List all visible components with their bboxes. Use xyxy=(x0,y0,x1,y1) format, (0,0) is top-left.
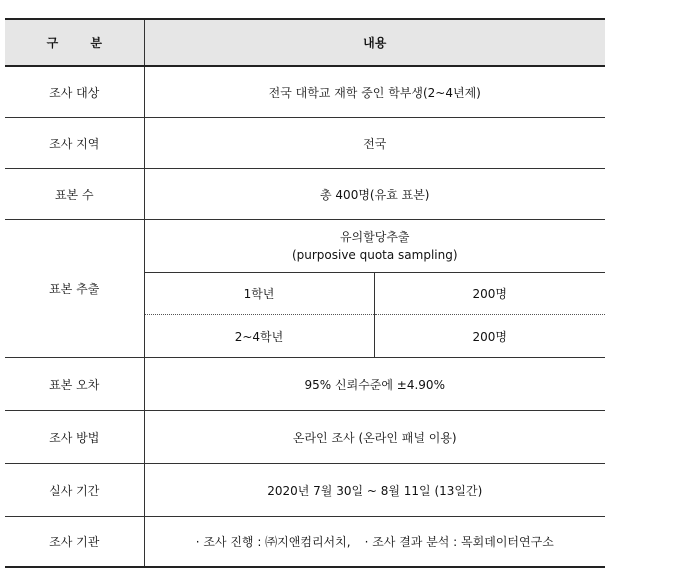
row-label: 실사 기간 xyxy=(5,464,144,517)
header-label: 구 분 xyxy=(46,36,116,50)
table-row-method xyxy=(5,411,605,464)
row-value: 총 400명(유효 표본) xyxy=(144,169,605,220)
grade-cell: 1학년 xyxy=(144,273,374,315)
table-row-region xyxy=(5,118,605,169)
table-row-error xyxy=(5,358,605,411)
sampling-method-english: (purposive quota sampling) xyxy=(291,248,458,262)
sampling-method-cell xyxy=(144,220,605,273)
row-label: 조사 지역 xyxy=(5,118,144,169)
row-label: 표본 추출 xyxy=(5,220,144,358)
row-value: 전국 xyxy=(144,118,605,169)
count-cell: 200명 xyxy=(374,273,605,315)
table-row-period xyxy=(5,464,605,517)
row-value: 온라인 조사 (온라인 패널 이용) xyxy=(144,411,605,464)
survey-overview-table xyxy=(5,18,605,568)
header-content: 내용 xyxy=(363,36,387,50)
agency-item: · 조사 결과 분석 : 목회데이터연구소 xyxy=(364,535,554,549)
table-row-agency xyxy=(5,517,605,568)
row-label: 표본 수 xyxy=(5,169,144,220)
row-label: 표본 오차 xyxy=(5,358,144,411)
grade-cell: 2~4학년 xyxy=(144,315,374,358)
table-row-target xyxy=(5,66,605,118)
table-row-sampling xyxy=(5,220,605,273)
header-label-cell xyxy=(5,19,144,66)
row-label: 조사 대상 xyxy=(5,66,144,118)
row-value: 2020년 7월 30일 ~ 8월 11일 (13일간) xyxy=(144,464,605,517)
row-label: 조사 기관 xyxy=(5,517,144,568)
count-cell: 200명 xyxy=(374,315,605,358)
row-value: 95% 신뢰수준에 ±4.90% xyxy=(144,358,605,411)
table-header-row xyxy=(5,19,605,66)
table-row-sample-size xyxy=(5,169,605,220)
agency-item: · 조사 진행 : ㈜지앤컴리서치, xyxy=(195,535,351,549)
sampling-method: 유의할당추출 xyxy=(339,230,410,244)
row-label: 조사 방법 xyxy=(5,411,144,464)
header-content-cell xyxy=(144,19,605,66)
row-value: 전국 대학교 재학 중인 학부생(2~4년제) xyxy=(144,66,605,118)
agency-cell xyxy=(144,517,605,568)
